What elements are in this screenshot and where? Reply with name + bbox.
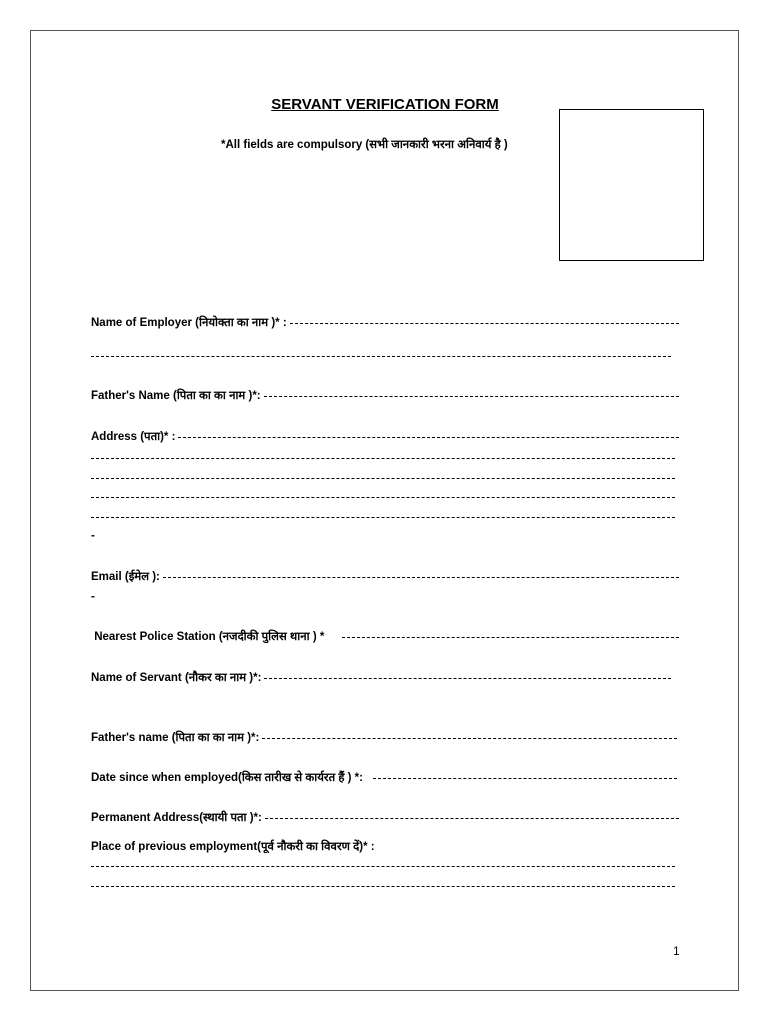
previous-employment-line-2[interactable] — [91, 886, 675, 887]
previous-employment-field[interactable] — [91, 839, 679, 853]
previous-employment-line-1[interactable] — [91, 866, 675, 867]
address-line-2[interactable] — [91, 458, 675, 459]
address-field[interactable] — [91, 429, 679, 443]
employer-name-label: Name of Employer (नियोक्ता का नाम )* : — [91, 316, 287, 329]
address-line[interactable] — [178, 437, 679, 438]
father-name-employer-line[interactable] — [264, 396, 679, 397]
address-line-4[interactable] — [91, 497, 675, 498]
permanent-address-line[interactable] — [265, 818, 679, 819]
permanent-address-field[interactable] — [91, 810, 679, 824]
email-field[interactable] — [91, 569, 679, 583]
date-employed-field[interactable] — [91, 770, 677, 784]
police-station-label: Nearest Police Station (नजदीकी पुलिस थाना ) * — [91, 630, 325, 643]
address-line-3[interactable] — [91, 478, 675, 479]
email-line[interactable] — [163, 577, 679, 578]
page-number: 1 — [673, 944, 680, 958]
father-name-servant-field[interactable] — [91, 730, 677, 744]
servant-name-line[interactable] — [264, 678, 671, 679]
father-name-employer-label: Father's Name (पिता का का नाम )*: — [91, 389, 261, 402]
servant-name-label: Name of Servant (नौकर का नाम )*: — [91, 671, 262, 684]
email-label: Email (ईमेल ): — [91, 570, 160, 583]
form-subtitle: *All fields are compulsory (सभी जानकारी भरना अनिवार्य है ) — [221, 139, 508, 151]
employer-name-field[interactable] — [91, 315, 679, 329]
father-name-servant-label: Father's name (पिता का का नाम )*: — [91, 731, 260, 744]
address-label: Address (पता)* : — [91, 430, 176, 443]
father-name-employer-field[interactable] — [91, 388, 679, 402]
employer-name-line-2[interactable] — [91, 356, 671, 357]
address-trailing-dash: - — [91, 530, 95, 542]
police-station-line[interactable] — [342, 637, 679, 638]
date-employed-label: Date since when employed(किस तारीख से कार्यरत हैं ) *: — [91, 771, 363, 784]
father-name-servant-line[interactable] — [262, 738, 677, 739]
form-title: SERVANT VERIFICATION FORM — [271, 96, 499, 113]
email-trailing-dash: - — [91, 591, 95, 603]
address-line-5[interactable] — [91, 517, 675, 518]
previous-employment-label: Place of previous employment(पूर्व नौकरी का विवरण दें)* : — [91, 840, 375, 853]
employer-name-line[interactable] — [290, 323, 679, 324]
police-station-field[interactable] — [91, 629, 679, 643]
photo-box[interactable] — [559, 109, 704, 261]
servant-name-field[interactable] — [91, 670, 671, 684]
permanent-address-label: Permanent Address(स्थायी पता )*: — [91, 811, 262, 824]
date-employed-line[interactable] — [373, 778, 677, 779]
